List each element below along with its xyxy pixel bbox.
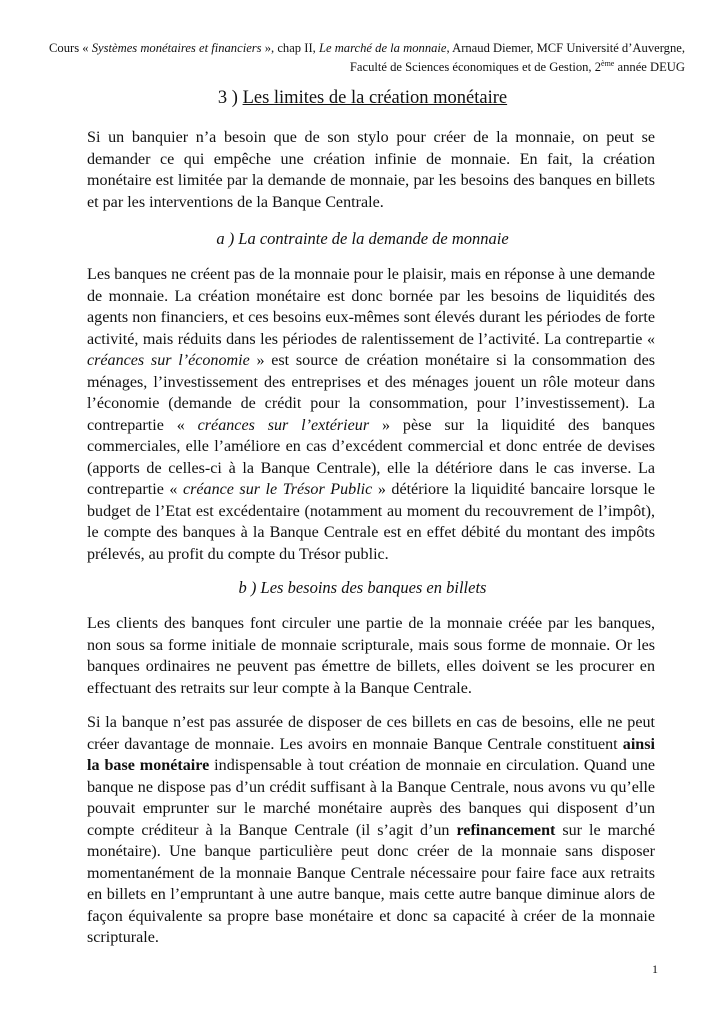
para-a-text-2: » est source de création monétaire si la consommation des ménages, l’investissement des entreprises et des ménages jouent un rôle moteur dans l’économie (demande de crédit pour la consommation, pour l’investissement). La contrepartie « <box>87 352 655 434</box>
header-chap-title: Le marché de la monnaie <box>318 41 447 55</box>
page-header <box>40 40 685 75</box>
subsection-b-title: b ) Les besoins des banques en billets <box>238 578 487 597</box>
header-prefix: Cours « <box>49 41 92 55</box>
subsection-a-title: a ) La contrainte de la demande de monnaie <box>216 229 509 248</box>
header-tail: année DEUG <box>614 60 685 75</box>
header-sup: ème <box>601 59 615 68</box>
para-b2-text-3: sur le marché monétaire). Une banque particulière peut donc créer de la monnaie sans disposer momentanément de la monnaie Banque Centrale nécessaire pour faire face aux retraits en billets en l’empruntant à une autre banque, mais cette autre banque diminue alors de façon équivalente sa propre base monétaire et donc sa capacité à créer de la monnaie scripturale. <box>87 821 655 946</box>
para-a-italic-2: créances sur l’extérieur <box>197 416 370 434</box>
para-b2-bold-1: ainsi la base monétaire <box>87 735 655 774</box>
section-number: 3 ) <box>217 88 243 108</box>
para-a-text-1: Les banques ne créent pas de la monnaie pour le plaisir, mais en réponse à une demande de monnaie. La création monétaire est donc bornée par les besoins de liquidités des agents non financiers, et ces besoins eux-mêmes sont élevés durant les périodes de forte activité, mais réduits dans les périodes de ralentissement de l’activité. La contrepartie « <box>87 266 655 348</box>
para-b2-bold-2: refinancement <box>456 821 556 839</box>
para-b2-text-1: Si la banque n’est pas assurée de disposer de ces billets en cas de besoins, elle ne peut créer davantage de monnaie. Les avoirs en monnaie Banque Centrale constituent <box>87 714 655 753</box>
para-a-italic-1: créances sur l’économie <box>87 352 250 369</box>
page-number: 1 <box>652 962 658 976</box>
header-chap: », chap II, <box>261 41 319 55</box>
para-a-italic-3: créance sur le Trésor Public <box>182 481 373 498</box>
section-title-text: Les limites de la création monétaire <box>242 88 508 108</box>
intro-paragraph: Si un banquier n’a besoin que de son stylo pour créer de la monnaie, on peut se demander ce qui empêche une création infinie de monnaie. En fait, la création monétaire est limitée par la demande de monnaie, par les besoins des banques en billets et par les interventions de la Banque Centrale. <box>87 129 655 211</box>
header-rest: , Arnaud Diemer, MCF Université d’Auvergne, Faculté de Sciences économiques et de Gestion, 2 <box>349 41 685 75</box>
header-course-title: Systèmes monétaires et financiers <box>91 41 262 55</box>
paragraph-b1: Les clients des banques font circuler une partie de la monnaie créée par les banques, non sous sa forme initiale de monnaie scripturale, mais sous forme de monnaie. Or les banques ordinaires ne peuvent pas émettre de billets, elles doivent se les procurer en effectuant des retraits sur leur compte à la Banque Centrale. <box>87 615 655 697</box>
para-a-text-3: » pèse sur la liquidité des banques commerciales, elle l’améliore en cas d’excédent commercial et donc entrée de devises (apports de celles-ci à la Banque Centrale), elle la détériore dans le cas inverse. La contrepartie « <box>87 416 656 498</box>
paragraph-b2 <box>87 712 655 949</box>
para-a-text-4: » détériore la liquidité bancaire lorsque le budget de l’Etat est excédentaire (notamment au moment du recouvrement de l’impôt), le compte des banques à la Banque Centrale est en effet débité du montant des impôts prélevés, au profit du compte du Trésor public. <box>87 481 655 563</box>
section-title <box>0 86 725 110</box>
paragraph-a <box>87 264 655 565</box>
para-b2-text-2: indispensable à tout création de monnaie en circulation. Quand une banque ne dispose pas d’un crédit suffisant à la Banque Centrale, nous avons vu qu’elle pouvait emprunter sur le marché monétaire auprès des banques qui disposent d’un compte créditeur à la Banque Centrale (il s’agit d’un <box>87 757 656 839</box>
